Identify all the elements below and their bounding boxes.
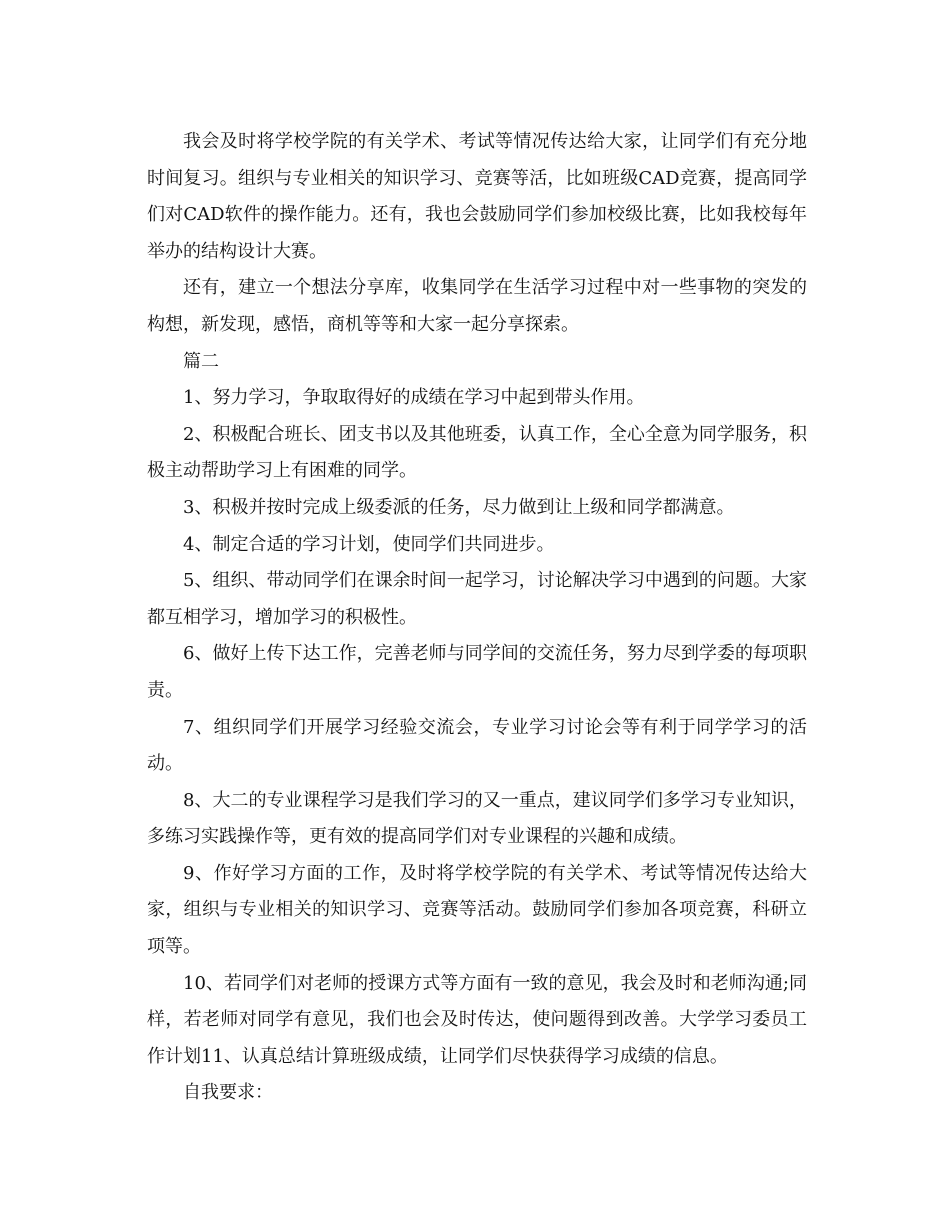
list-item-10: 10、若同学们对老师的授课方式等方面有一致的意见，我会及时和老师沟通;同样，若老师对同学有意见，我们也会及时传达，使问题得到改善。大学学习委员工作计划11、认真总结计算班级成绩，让同学们尽快获得学习成绩的信息。 [147,972,807,1067]
list-item-7: 7、组织同学们开展学习经验交流会，专业学习讨论会等有利于同学学习的活动。 [147,716,807,775]
list-item-9: 9、作好学习方面的工作，及时将学校学院的有关学术、考试等情况传达给大家，组织与专业相关的知识学习、竞赛等活动。鼓励同学们参加各项竞赛，科研立项等。 [147,862,807,958]
section-heading: 篇二 [183,350,219,372]
list-item-1: 1、努力学习，争取取得好的成绩在学习中起到带头作用。 [183,387,645,409]
self-requirement-heading: 自我要求： [183,1082,273,1104]
list-item-5: 5、组织、带动同学们在课余时间一起学习，讨论解决学习中遇到的问题。大家都互相学习，增加学习的积极性。 [147,570,807,628]
document-body [147,124,807,1112]
paragraph-intro-2: 还有，建立一个想法分享库，收集同学在生活学习过程中对一些事物的突发的构想，新发现，感悟，商机等等和大家一起分享探索。 [147,277,807,335]
list-item-4: 4、制定合适的学习计划，使同学们共同进步。 [183,533,555,555]
list-item-3: 3、积极并按时完成上级委派的任务，尽力做到让上级和同学都满意。 [183,496,735,518]
list-item-8: 8、大二的专业课程学习是我们学习的又一重点，建议同学们多学习专业知识，多练习实践操作等，更有效的提高同学们对专业课程的兴趣和成绩。 [147,789,807,848]
paragraph-intro-1: 我会及时将学校学院的有关学术、考试等情况传达给大家，让同学们有充分地时间复习。组织与专业相关的知识学习、竞赛等活，比如班级CAD竞赛，提高同学们对CAD软件的操作能力。还有，我也会鼓励同学们参加校级比赛，比如我校每年举办的结构设计大赛。 [147,131,807,262]
list-item-2: 2、积极配合班长、团支书以及其他班委，认真工作，全心全意为同学服务，积极主动帮助学习上有困难的同学。 [147,423,807,482]
list-item-6: 6、做好上传下达工作，完善老师与同学间的交流任务，努力尽到学委的每项职责。 [147,643,807,701]
